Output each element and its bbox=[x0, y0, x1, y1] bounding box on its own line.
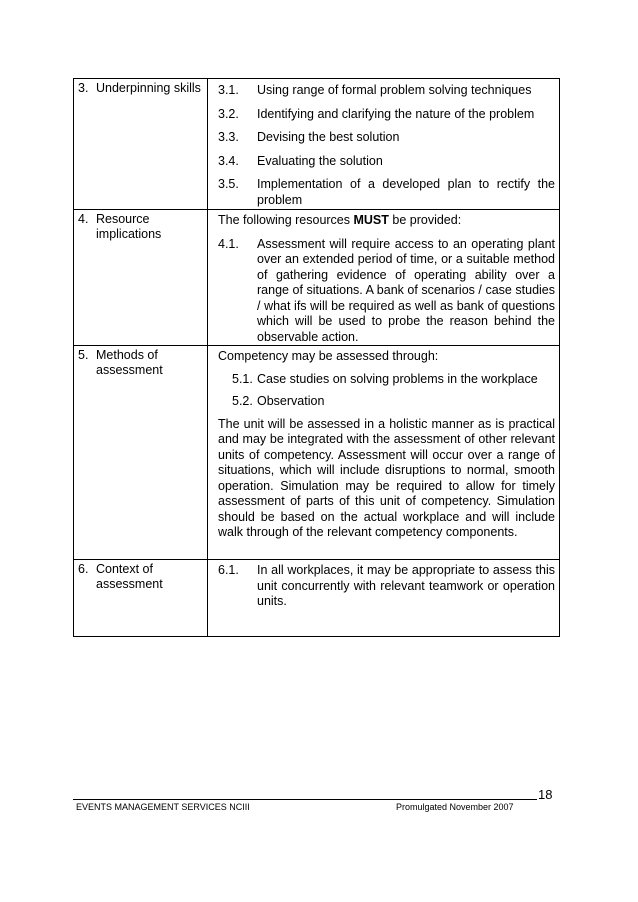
row-label-cell bbox=[74, 79, 208, 210]
table-row bbox=[74, 210, 560, 346]
list-item bbox=[218, 107, 555, 123]
item-text: In all workplaces, it may be appropriate to assess this unit concurrently with relevant teamwork or operation units. bbox=[257, 563, 555, 608]
item-text: Case studies on solving problems in the workplace bbox=[257, 371, 538, 386]
intro-text: Competency may be assessed through: bbox=[218, 349, 439, 363]
row-label-cell bbox=[74, 210, 208, 346]
footer-divider bbox=[73, 799, 537, 800]
list-item bbox=[218, 177, 555, 208]
table-row bbox=[74, 560, 560, 637]
item-text: Implementation of a developed plan to rectify the problem bbox=[257, 177, 555, 207]
row-content-cell bbox=[208, 560, 560, 637]
row-label-cell bbox=[74, 346, 208, 560]
list-item bbox=[218, 130, 555, 146]
row-content-cell bbox=[208, 210, 560, 346]
row-label: Underpinning skills bbox=[96, 81, 201, 95]
intro-text bbox=[218, 213, 555, 229]
list-item bbox=[218, 83, 555, 99]
row-content-cell bbox=[208, 79, 560, 210]
row-number: 6. bbox=[78, 562, 89, 576]
competency-table bbox=[73, 78, 560, 637]
row-content-cell bbox=[208, 346, 560, 560]
table-row bbox=[74, 79, 560, 210]
row-label: Resource implications bbox=[96, 212, 162, 241]
item-number: 3.2. bbox=[218, 106, 239, 121]
item-number: 3.3. bbox=[218, 130, 239, 144]
item-text: Identifying and clarifying the nature of the problem bbox=[257, 106, 535, 121]
row-number: 4. bbox=[78, 212, 89, 226]
item-number: 5.2. bbox=[232, 394, 253, 408]
assessment-paragraph: The unit will be assessed in a holistic manner as is practical and may be integrated with the assessment of other relevant units of competency. Assessment will occur over a range of situations, which will include disruptions to normal, smooth operation. Simulation may be required to allow for timely assessment of parts of this unit of competency. Simulation should be based on the actual workplace and will include walk through of the relevant competency components. bbox=[218, 416, 555, 539]
list-item bbox=[218, 237, 555, 346]
row-number: 5. bbox=[78, 348, 89, 362]
list-item bbox=[218, 372, 555, 388]
item-number: 5.1. bbox=[232, 371, 253, 386]
page-number: 18 bbox=[538, 787, 553, 802]
intro-text-start: The following resources bbox=[218, 213, 354, 227]
table-row bbox=[74, 346, 560, 560]
item-text: Assessment will require access to an operating plant over an extended period of time, or a suitable method of gathering evidence of operating ability over a range of situations. A bank of scenarios / case studies / what ifs will be required as well as bank of questions which will be used to probe the reason behind the observable action. bbox=[257, 236, 555, 344]
row-label: Context of assessment bbox=[96, 562, 163, 591]
row-label: Methods of assessment bbox=[96, 348, 163, 377]
item-number: 4.1. bbox=[218, 236, 239, 251]
footer-date: Promulgated November 2007 bbox=[396, 802, 514, 812]
item-text: Observation bbox=[257, 394, 325, 408]
item-text: Devising the best solution bbox=[257, 130, 400, 144]
intro-text-emphasis: MUST bbox=[353, 213, 389, 227]
item-text: Using range of formal problem solving techniques bbox=[257, 83, 532, 97]
list-item bbox=[218, 154, 555, 170]
item-number: 3.4. bbox=[218, 153, 239, 168]
item-number: 3.1. bbox=[218, 83, 239, 97]
item-number: 3.5. bbox=[218, 177, 239, 191]
intro-text-end: be provided: bbox=[388, 213, 462, 227]
item-text: Evaluating the solution bbox=[257, 153, 383, 168]
list-item bbox=[218, 394, 555, 410]
footer-title: EVENTS MANAGEMENT SERVICES NCIII bbox=[76, 802, 250, 812]
list-item bbox=[218, 563, 555, 610]
row-label-cell bbox=[74, 560, 208, 637]
item-number: 6.1. bbox=[218, 563, 239, 577]
row-number: 3. bbox=[78, 81, 89, 95]
